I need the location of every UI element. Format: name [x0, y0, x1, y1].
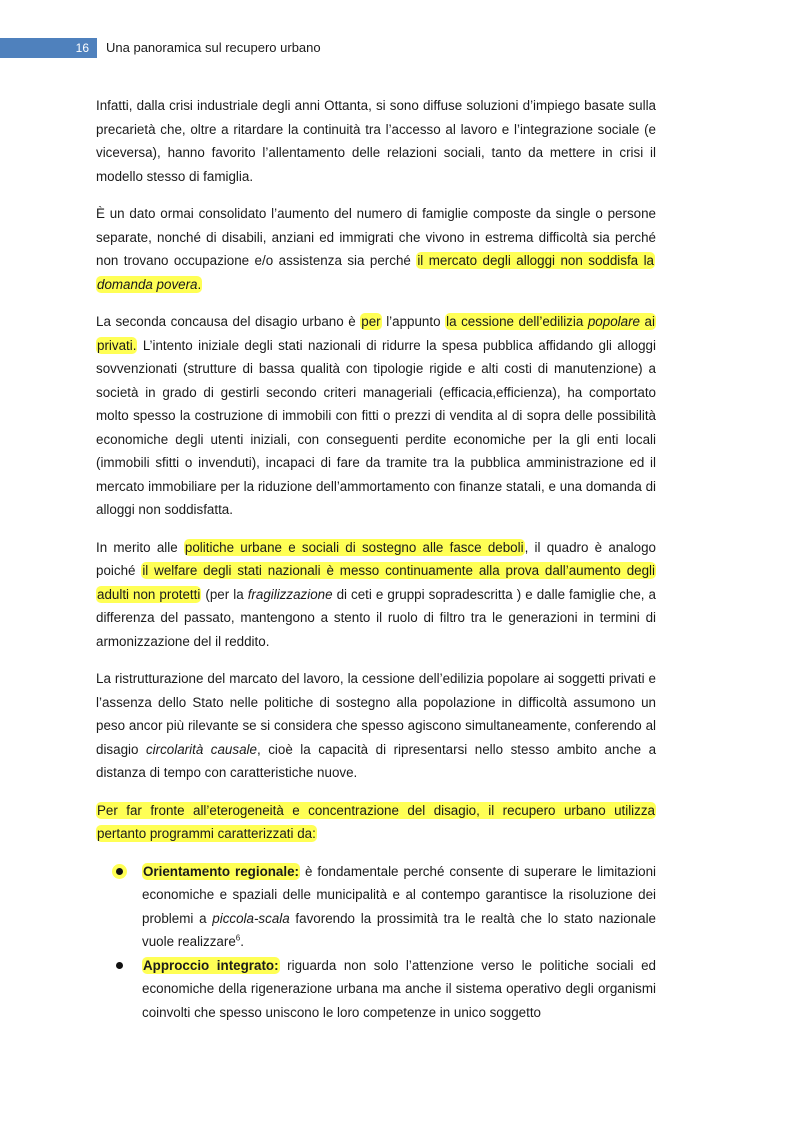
list-item [96, 954, 656, 1025]
bullet-icon [116, 962, 123, 969]
highlight: politiche urbane e sociali di sostegno alle fasce deboli [184, 539, 524, 555]
text-span: è fondamentale perché consente di superare le limitazioni economiche e spaziali delle municipalità e al contempo garantisce la risoluzione dei problemi a [142, 863, 656, 926]
text-span: L’intento iniziale degli stati nazionali di ridurre la spesa pubblica affidando gli alloggi sovvenzionati (strutture di bassa qualità con tipologie rigide e alti costi di manutenzione) a società in grado di gestirli secondo criteri manageriali (efficacia,efficienza), ha comportato molto spesso la costruzione di immobili con fitti o prezzi di vendita al di sopra delle possibilità economiche degli utenti iniziali, con conseguenti perdite economiche per la gli enti locali (immobili sfitti o invenduti), incapaci di fare da tramite tra la pubblica amministrazione ed il mercato immobiliare per la riduzione dell’ammortamento con finanze statali, e una domanda di alloggi non soddisfatta. [96, 337, 656, 517]
highlight: il welfare degli stati nazionali è messo continuamente alla prova dall’aumento degli adulti non protetti [97, 563, 655, 602]
text-span: la cessione dell’edilizia [446, 314, 588, 329]
footnote-ref: 6 [235, 933, 241, 943]
text-span: (per la [201, 586, 248, 602]
text-span: La seconda concausa del disagio urbano è [96, 314, 361, 329]
list-item [96, 860, 656, 954]
running-title: Una panoramica sul recupero urbano [106, 40, 321, 55]
bullet-icon [116, 868, 123, 875]
emphasis: popolare [587, 314, 640, 329]
emphasis: piccola-scala [212, 910, 290, 926]
text-span: l’appunto [381, 314, 446, 329]
highlight: Per far fronte all’eterogeneità e concentrazione del disagio, il recupero urbano utilizza pertanto programmi caratterizzati da: [97, 802, 655, 841]
emphasis: domanda povera [97, 276, 198, 292]
body-text [96, 94, 656, 1024]
highlight: per [361, 314, 381, 329]
list-item-term: Approccio integrato: [143, 957, 279, 973]
page-header [0, 38, 794, 58]
paragraph-1: Infatti, dalla crisi industriale degli anni Ottanta, si sono diffuse soluzioni d’impiego basate sulla precarietà che, oltre a ritardare la continuità tra l’accesso al lavoro e l’integrazione sociale (e viceversa), hanno favorito l’allentamento delle relazioni sociali, tanto da mettere in crisi il modello stesso di famiglia. [96, 98, 656, 184]
paragraph-6 [96, 799, 656, 846]
text-span: In merito alle [96, 539, 184, 555]
text-span: È un dato ormai consolidato l’aumento del numero di famiglie composte da single o persone separate, nonché di disabili, anziani ed immigrati che vivono in estrema difficoltà sia perché non trovano occupazione e/o assistenza sia perché [96, 206, 656, 268]
text-span: . [240, 934, 244, 949]
paragraph-4 [96, 536, 656, 654]
text-span: di ceti e gruppi sopradescritta ) e dalle famiglie che, a differenza del passato, mantengono a stento il ruolo di filtro tra le generazioni in termini di armonizzazione del il reddito. [96, 586, 656, 649]
text-span: , cioè la capacità di ripresentarsi nello stesso ambito anche a distanza di tempo con caratteristiche nuove. [96, 741, 657, 780]
paragraph-3 [96, 310, 656, 522]
paragraph-5 [96, 667, 656, 785]
text-span: , il quadro è analogo poiché [96, 539, 656, 578]
text-span: il mercato degli alloggi non soddisfa la [417, 253, 654, 268]
text-span: . [197, 276, 202, 292]
emphasis: fragilizzazione [247, 586, 333, 602]
bullet-list [96, 860, 656, 1025]
emphasis: circolarità causale [145, 741, 257, 757]
text-span: La ristrutturazione del marcato del lavoro, la cessione dell’edilizia popolare ai soggetti privati e l’assenza dello Stato nelle politiche di sostegno alla popolazione in difficoltà assumono un peso ancor più rilevante se si considera che spesso agiscono simultaneamente, conferendo al disagio [96, 671, 656, 757]
paragraph-2 [96, 202, 656, 296]
text-span: riguarda non solo l’attenzione verso le politiche sociali ed economiche della rigenerazione urbana ma anche il sistema operativo degli organismi coinvolti che spesso uniscono le loro competenze in unico soggetto [142, 957, 656, 1020]
page-number: 16 [0, 38, 97, 58]
list-item-term: Orientamento regionale: [143, 863, 299, 879]
text-span: favorendo la prossimità tra le realtà che lo stato nazionale vuole realizzare [142, 910, 656, 949]
text-span: ai privati. [97, 314, 655, 353]
